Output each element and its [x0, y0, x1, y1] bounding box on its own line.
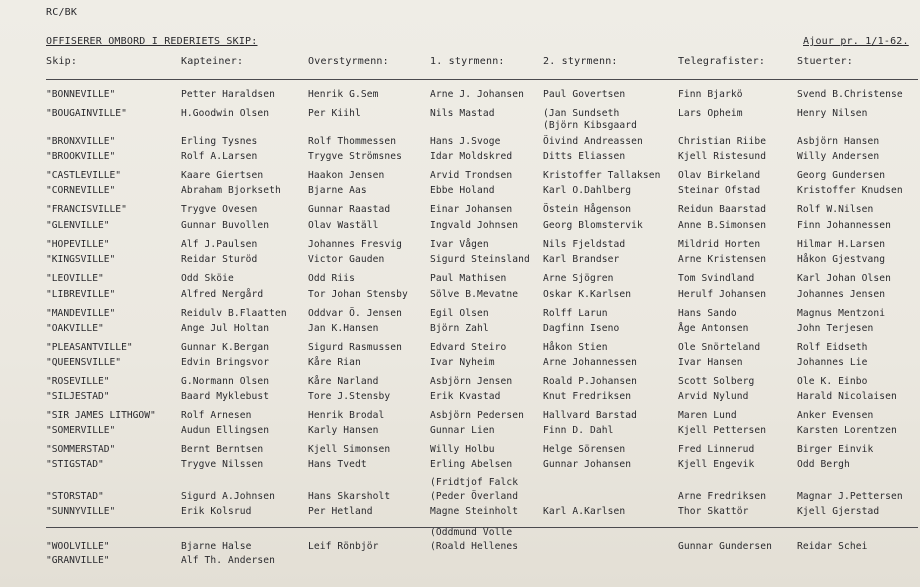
cell-captain: Abraham Bjorkseth	[181, 185, 281, 196]
section-rule	[46, 527, 918, 528]
column-header-ship: Skip:	[46, 56, 78, 67]
cell-second-mate: Kristoffer Tallaksen	[543, 170, 661, 181]
cell-steward: Magnus Mentzoni	[797, 308, 886, 319]
cell-radio-officer: Hans Sando	[678, 308, 737, 319]
cell-chief-officer: Per Kiihl	[308, 108, 361, 119]
cell-first-mate: (Oddmund Volle	[430, 527, 513, 538]
cell-steward: Birger Einvik	[797, 444, 874, 455]
cell-ship: "KINGSVILLE"	[46, 254, 116, 265]
cell-steward: Ole K. Einbo	[797, 376, 868, 387]
cell-chief-officer: Kjell Simonsen	[308, 444, 391, 455]
cell-second-mate: Dagfinn Iseno	[543, 323, 620, 334]
cell-second-mate: Arne Johannessen	[543, 357, 638, 368]
cell-chief-officer: Trygve Strömsnes	[308, 151, 403, 162]
cell-chief-officer: Kåre Narland	[308, 376, 379, 387]
cell-first-mate: Gunnar Lien	[430, 425, 495, 436]
cell-captain: Gunnar K.Bergan	[181, 342, 270, 353]
cell-second-mate: Karl A.Karlsen	[543, 506, 626, 517]
cell-chief-officer: Kåre Rian	[308, 357, 361, 368]
cell-captain: Ange Jul Holtan	[181, 323, 270, 334]
cell-first-mate: Ivar Nyheim	[430, 357, 495, 368]
cell-second-mate: Hallvard Barstad	[543, 410, 638, 421]
cell-chief-officer: Per Hetland	[308, 506, 373, 517]
cell-chief-officer: Karly Hansen	[308, 425, 379, 436]
cell-radio-officer: Finn Bjarkö	[678, 89, 743, 100]
cell-first-mate: (Fridtjof Falck	[430, 477, 519, 488]
cell-chief-officer: Rolf Thommessen	[308, 136, 397, 147]
cell-first-mate: Ingvald Johnsen	[430, 220, 519, 231]
cell-chief-officer: Haakon Jensen	[308, 170, 385, 181]
cell-steward: Rolf W.Nilsen	[797, 204, 874, 215]
cell-steward: Reidar Schei	[797, 541, 868, 552]
cell-second-mate: Ditts Eliassen	[543, 151, 626, 162]
cell-ship: "SIR JAMES LITHGOW"	[46, 410, 156, 421]
cell-first-mate: Hans J.Svoge	[430, 136, 501, 147]
cell-second-mate: Öivind Andreassen	[543, 136, 643, 147]
cell-first-mate: Nils Mastad	[430, 108, 495, 119]
cell-steward: Kjell Gjerstad	[797, 506, 880, 517]
cell-ship: "FRANCISVILLE"	[46, 204, 127, 215]
header-rule	[46, 79, 918, 80]
cell-ship: "ROSEVILLE"	[46, 376, 110, 387]
cell-chief-officer: Tor Johan Stensby	[308, 289, 408, 300]
cell-chief-officer: Odd Riis	[308, 273, 356, 284]
cell-radio-officer: Tom Svindland	[678, 273, 755, 284]
cell-captain: Audun Ellingsen	[181, 425, 270, 436]
cell-captain: Kaare Giertsen	[181, 170, 264, 181]
cell-ship: "SOMERVILLE"	[46, 425, 116, 436]
cell-second-mate: Östein Hågenson	[543, 204, 632, 215]
cell-radio-officer: Arne Kristensen	[678, 254, 767, 265]
cell-steward: Harald Nicolaisen	[797, 391, 897, 402]
cell-first-mate: Einar Johansen	[430, 204, 513, 215]
cell-first-mate: Erik Kvastad	[430, 391, 501, 402]
column-header-captain: Kapteiner:	[181, 56, 244, 67]
cell-radio-officer: Gunnar Gundersen	[678, 541, 773, 552]
cell-steward: Asbjörn Hansen	[797, 136, 880, 147]
cell-ship: "CORNEVILLE"	[46, 185, 116, 196]
cell-second-mate: Oskar K.Karlsen	[543, 289, 632, 300]
cell-chief-officer: Jan K.Hansen	[308, 323, 379, 334]
cell-radio-officer: Christian Riibe	[678, 136, 767, 147]
column-header-first-mate: 1. styrmenn:	[430, 56, 505, 67]
cell-captain: Rolf Arnesen	[181, 410, 252, 421]
cell-second-mate: Nils Fjeldstad	[543, 239, 626, 250]
cell-radio-officer: Thor Skattör	[678, 506, 749, 517]
cell-steward: Anker Evensen	[797, 410, 874, 421]
cell-chief-officer: Leif Rönbjör	[308, 541, 379, 552]
cell-ship: "GLENVILLE"	[46, 220, 110, 231]
cell-ship: "BRONXVILLE"	[46, 136, 116, 147]
cell-steward: Finn Johannessen	[797, 220, 892, 231]
cell-radio-officer: Steinar Ofstad	[678, 185, 761, 196]
column-header-chief-officer: Overstyrmenn:	[308, 56, 389, 67]
cell-chief-officer: Johannes Fresvig	[308, 239, 403, 250]
cell-steward: Karsten Lorentzen	[797, 425, 897, 436]
cell-captain: H.Goodwin Olsen	[181, 108, 270, 119]
cell-first-mate: Sigurd Steinsland	[430, 254, 530, 265]
cell-radio-officer: Ole Snörteland	[678, 342, 761, 353]
cell-second-mate: Finn D. Dahl	[543, 425, 614, 436]
cell-radio-officer: Arne Fredriksen	[678, 491, 767, 502]
cell-radio-officer: Maren Lund	[678, 410, 737, 421]
cell-second-mate: Rolff Larun	[543, 308, 608, 319]
cell-steward: Johannes Jensen	[797, 289, 886, 300]
cell-steward: Willy Andersen	[797, 151, 880, 162]
cell-radio-officer: Arvid Nylund	[678, 391, 749, 402]
cell-first-mate: Paul Mathisen	[430, 273, 507, 284]
cell-radio-officer: Mildrid Horten	[678, 239, 761, 250]
cell-first-mate: Arvid Trondsen	[430, 170, 513, 181]
cell-ship: "SILJESTAD"	[46, 391, 110, 402]
cell-first-mate: Erling Abelsen	[430, 459, 513, 470]
cell-captain: Edvin Bringsvor	[181, 357, 270, 368]
cell-steward: Johannes Lie	[797, 357, 868, 368]
cell-chief-officer: Sigurd Rasmussen	[308, 342, 403, 353]
column-header-steward: Stuerter:	[797, 56, 853, 67]
cell-first-mate: (Peder Överland	[430, 491, 519, 502]
cell-second-mate: Helge Sörensen	[543, 444, 626, 455]
cell-ship: "HOPEVILLE"	[46, 239, 110, 250]
cell-first-mate: Asbjörn Pedersen	[430, 410, 525, 421]
cell-ship: "SUNNYVILLE"	[46, 506, 116, 517]
cell-second-mate: Georg Blomstervik	[543, 220, 643, 231]
cell-captain: G.Normann Olsen	[181, 376, 270, 387]
cell-radio-officer: Anne B.Simonsen	[678, 220, 767, 231]
cell-radio-officer: Kjell Pettersen	[678, 425, 767, 436]
cell-ship: "QUEENSVILLE"	[46, 357, 122, 368]
cell-ship: "BOUGAINVILLE"	[46, 108, 127, 119]
cell-chief-officer: Hans Skarsholt	[308, 491, 391, 502]
date-stamp: Ajour pr. 1/1-62.	[803, 36, 909, 47]
cell-ship: "MANDEVILLE"	[46, 308, 116, 319]
cell-first-mate: Asbjörn Jensen	[430, 376, 513, 387]
cell-first-mate: Magne Steinholt	[430, 506, 519, 517]
cell-steward: Rolf Eidseth	[797, 342, 868, 353]
cell-captain: Baard Myklebust	[181, 391, 270, 402]
cell-ship: "SOMMERSTAD"	[46, 444, 116, 455]
cell-radio-officer: Scott Solberg	[678, 376, 755, 387]
cell-second-mate: Arne Sjögren	[543, 273, 614, 284]
cell-captain: Sigurd A.Johnsen	[181, 491, 276, 502]
document-title: OFFISERER OMBORD I REDERIETS SKIP:	[46, 36, 258, 47]
cell-captain: Rolf A.Larsen	[181, 151, 258, 162]
cell-first-mate: Egil Olsen	[430, 308, 489, 319]
cell-first-mate: (Roald Hellenes	[430, 541, 519, 552]
cell-ship: "GRANVILLE"	[46, 555, 110, 566]
cell-captain: Alfred Nergård	[181, 289, 264, 300]
cell-first-mate: Ivar Vågen	[430, 239, 489, 250]
cell-chief-officer: Henrik Brodal	[308, 410, 385, 421]
cell-captain: Petter Haraldsen	[181, 89, 276, 100]
cell-steward: Hilmar H.Larsen	[797, 239, 886, 250]
cell-steward: Henry Nilsen	[797, 108, 868, 119]
cell-ship: "STIGSTAD"	[46, 459, 104, 470]
cell-ship: "PLEASANTVILLE"	[46, 342, 133, 353]
cell-radio-officer: Olav Birkeland	[678, 170, 761, 181]
cell-first-mate: Idar Moldskred	[430, 151, 513, 162]
cell-second-mate: Håkon Stien	[543, 342, 608, 353]
cell-second-mate: Karl Brandser	[543, 254, 620, 265]
cell-steward: Magnar J.Pettersen	[797, 491, 903, 502]
cell-steward: John Terjesen	[797, 323, 874, 334]
cell-second-mate: Roald P.Johansen	[543, 376, 638, 387]
cell-ship: "STORSTAD"	[46, 491, 104, 502]
cell-first-mate: Ebbe Holand	[430, 185, 495, 196]
cell-radio-officer: Kjell Engevik	[678, 459, 755, 470]
cell-second-mate: Karl O.Dahlberg	[543, 185, 632, 196]
cell-steward: Kristoffer Knudsen	[797, 185, 903, 196]
cell-captain: Reidulv B.Flaatten	[181, 308, 287, 319]
cell-captain: Gunnar Buvollen	[181, 220, 270, 231]
cell-radio-officer: Reidun Baarstad	[678, 204, 767, 215]
cell-captain: Reidar Sturöd	[181, 254, 258, 265]
cell-ship: "LEOVILLE"	[46, 273, 104, 284]
cell-captain: Erling Tysnes	[181, 136, 258, 147]
cell-chief-officer: Olav Waställ	[308, 220, 379, 231]
cell-chief-officer: Bjarne Aas	[308, 185, 367, 196]
cell-radio-officer: Ivar Hansen	[678, 357, 743, 368]
cell-steward: Karl Johan Olsen	[797, 273, 892, 284]
cell-captain: Trygve Ovesen	[181, 204, 258, 215]
cell-radio-officer: Åge Antonsen	[678, 323, 749, 334]
cell-first-mate: Willy Holbu	[430, 444, 495, 455]
cell-second-mate: Knut Fredriksen	[543, 391, 632, 402]
cell-radio-officer: Fred Linnerud	[678, 444, 755, 455]
cell-chief-officer: Henrik G.Sem	[308, 89, 379, 100]
column-header-second-mate: 2. styrmenn:	[543, 56, 618, 67]
cell-captain: Trygve Nilssen	[181, 459, 264, 470]
cell-steward: Georg Gundersen	[797, 170, 886, 181]
cell-first-mate: Arne J. Johansen	[430, 89, 525, 100]
cell-first-mate: Edvard Steiro	[430, 342, 507, 353]
cell-ship: "BONNEVILLE"	[46, 89, 116, 100]
cell-captain: Odd Sköie	[181, 273, 234, 284]
cell-second-mate: (Jan Sundseth (Björn Kibsgaard	[543, 108, 638, 131]
cell-captain: Alf Th. Andersen	[181, 555, 276, 566]
cell-radio-officer: Lars Opheim	[678, 108, 743, 119]
cell-steward: Håkon Gjestvang	[797, 254, 886, 265]
cell-first-mate: Björn Zahl	[430, 323, 489, 334]
cell-steward: Svend B.Christense	[797, 89, 903, 100]
cell-ship: "CASTLEVILLE"	[46, 170, 122, 181]
cell-chief-officer: Oddvar Ö. Jensen	[308, 308, 403, 319]
cell-ship: "WOOLVILLE"	[46, 541, 110, 552]
cell-steward: Odd Bergh	[797, 459, 850, 470]
cell-chief-officer: Gunnar Raastad	[308, 204, 391, 215]
cell-captain: Bernt Berntsen	[181, 444, 264, 455]
cell-radio-officer: Herulf Johansen	[678, 289, 767, 300]
cell-captain: Alf J.Paulsen	[181, 239, 258, 250]
column-header-radio-officer: Telegrafister:	[678, 56, 766, 67]
cell-ship: "LIBREVILLE"	[46, 289, 116, 300]
cell-chief-officer: Victor Gauden	[308, 254, 385, 265]
cell-second-mate: Paul Govertsen	[543, 89, 626, 100]
cell-captain: Erik Kolsrud	[181, 506, 252, 517]
cell-radio-officer: Kjell Ristesund	[678, 151, 767, 162]
cell-chief-officer: Tore J.Stensby	[308, 391, 391, 402]
cell-ship: "BROOKVILLE"	[46, 151, 116, 162]
cell-second-mate: Gunnar Johansen	[543, 459, 632, 470]
cell-captain: Bjarne Halse	[181, 541, 252, 552]
reference-code: RC/BK	[46, 7, 78, 18]
cell-ship: "OAKVILLE"	[46, 323, 104, 334]
cell-chief-officer: Hans Tvedt	[308, 459, 367, 470]
cell-first-mate: Sölve B.Mevatne	[430, 289, 519, 300]
